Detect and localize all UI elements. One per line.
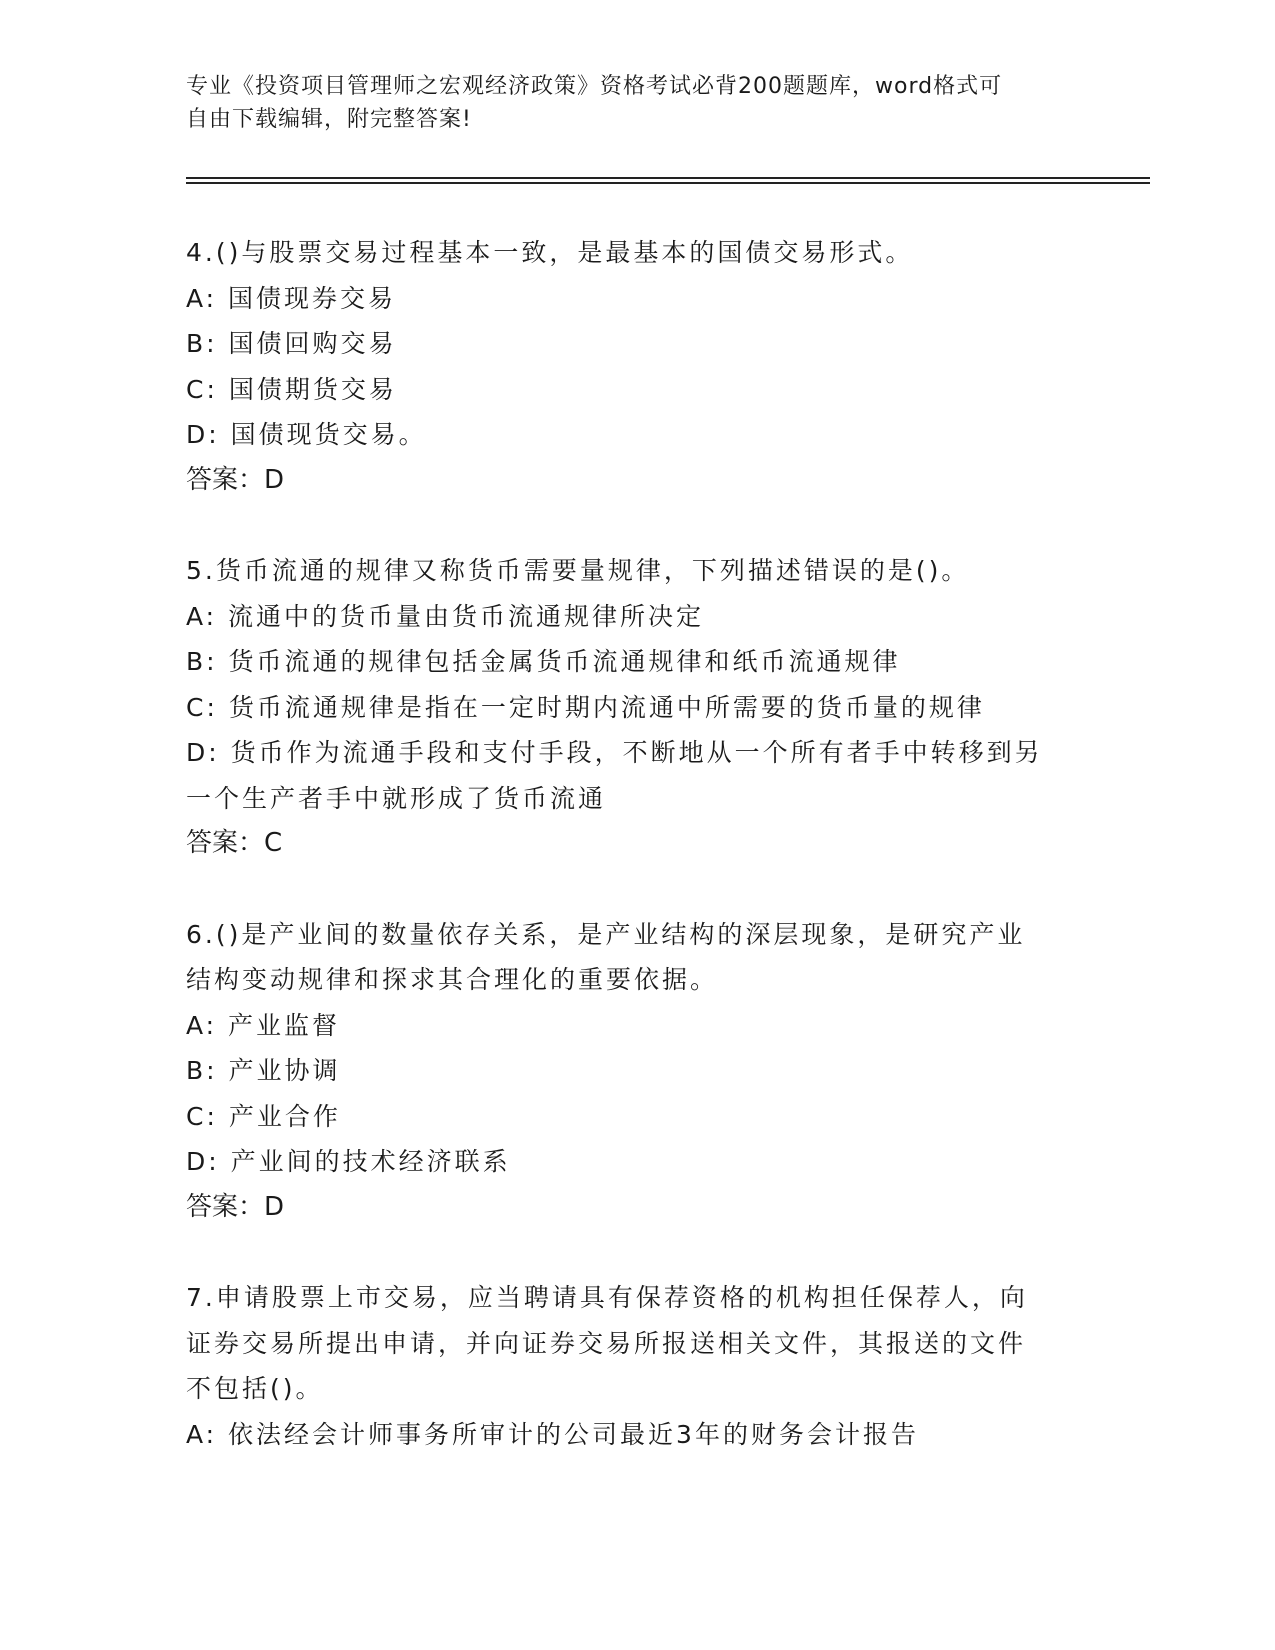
question-stem-continued: 结构变动规律和探求其合理化的重要依据。	[186, 965, 719, 994]
option-b: B: 产业协调	[186, 1056, 341, 1085]
answer-label: 答案：D	[186, 1191, 285, 1222]
header-divider-top	[186, 177, 1150, 179]
header-line-1: 专业《投资项目管理师之宏观经济政策》资格考试必背200题题库，word格式可	[186, 74, 1003, 99]
option-d: D: 国债现货交易。	[186, 420, 427, 449]
header-line-2: 自由下载编辑，附完整答案!	[186, 107, 472, 132]
option-b: B: 国债回购交易	[186, 329, 397, 358]
option-a: A: 依法经会计师事务所审计的公司最近3年的财务会计报告	[186, 1419, 919, 1449]
answer-label: 答案：D	[186, 464, 285, 495]
option-b: B: 货币流通的规律包括金属货币流通规律和纸币流通规律	[186, 647, 901, 676]
option-d: D: 产业间的技术经济联系	[186, 1147, 511, 1176]
question-item	[186, 912, 1086, 1231]
question-list	[186, 230, 1086, 1502]
question-stem: 4.()与股票交易过程基本一致，是最基本的国债交易形式。	[186, 238, 914, 267]
option-a: A: 国债现券交易	[186, 283, 397, 313]
question-stem: 6.()是产业间的数量依存关系，是产业结构的深层现象，是研究产业	[186, 919, 1026, 949]
question-item	[186, 1275, 1086, 1457]
header-divider-bottom	[186, 182, 1150, 184]
option-c: C: 产业合作	[186, 1101, 341, 1131]
question-stem-continued: 证券交易所提出申请，并向证券交易所报送相关文件，其报送的文件	[186, 1328, 1027, 1358]
question-item	[186, 548, 1086, 867]
question-item	[186, 230, 1086, 503]
option-d: D: 货币作为流通手段和支付手段，不断地从一个所有者手中转移到另	[186, 738, 1043, 767]
question-stem: 5.货币流通的规律又称货币需要量规律，下列描述错误的是()。	[186, 556, 970, 585]
document-header	[186, 70, 1056, 136]
answer-label: 答案：C	[186, 828, 283, 858]
question-stem: 7.申请股票上市交易，应当聘请具有保荐资格的机构担任保荐人，向	[186, 1283, 1028, 1312]
option-d-continued: 一个生产者手中就形成了货币流通	[186, 783, 607, 813]
question-stem-continued: 不包括()。	[186, 1374, 324, 1403]
option-a: A: 产业监督	[186, 1010, 341, 1040]
option-a: A: 流通中的货币量由货币流通规律所决定	[186, 601, 705, 631]
option-c: C: 国债期货交易	[186, 374, 397, 404]
option-c: C: 货币流通规律是指在一定时期内流通中所需要的货币量的规律	[186, 692, 985, 722]
